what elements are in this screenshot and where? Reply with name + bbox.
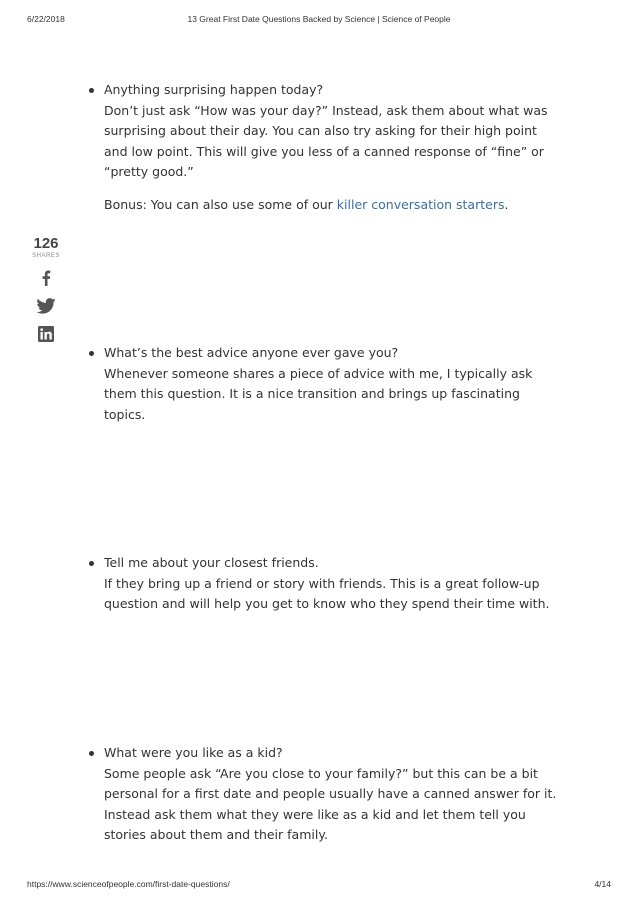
question-text: What were you like as a kid? bbox=[104, 745, 283, 760]
answer-line: Don’t just ask “How was your day?” Instead, ask them about what was bbox=[104, 102, 548, 118]
answer-line: topics. bbox=[104, 406, 146, 422]
answer-line: them this question. It is a nice transition and brings up fascinating bbox=[104, 386, 520, 401]
conversation-starters-link[interactable]: killer conversation starters bbox=[336, 196, 505, 212]
answer-line: Some people ask “Are you close to your family?” but this can be a bit bbox=[104, 765, 538, 781]
bonus-suffix: . bbox=[504, 196, 509, 212]
print-date: 6/22/2018 bbox=[27, 14, 65, 24]
share-count: 126 bbox=[33, 235, 59, 252]
bonus-text bbox=[104, 195, 574, 216]
twitter-icon[interactable] bbox=[36, 298, 56, 314]
list-item bbox=[104, 553, 574, 615]
answer-line: “pretty good.” bbox=[104, 164, 194, 179]
bullet-icon bbox=[89, 351, 94, 356]
answer-line: Instead ask them what they were like as a kid and let them tell you bbox=[104, 806, 526, 822]
list-item bbox=[104, 80, 574, 215]
answer-line: If they bring up a friend or story with friends. This is a great follow-up bbox=[104, 575, 540, 591]
print-footer bbox=[0, 879, 638, 891]
linkedin-icon[interactable] bbox=[38, 326, 54, 342]
list-item bbox=[104, 743, 574, 846]
page-url: https://www.scienceofpeople.com/first-date-questions/ bbox=[27, 879, 230, 889]
answer-line: personal for a first date and people usually have a canned answer for it. bbox=[104, 786, 557, 801]
question-text: What’s the best advice anyone ever gave you? bbox=[104, 345, 399, 360]
list-item bbox=[104, 343, 574, 425]
print-header bbox=[0, 14, 638, 26]
answer-line: question and will help you get to know who they spend their time with. bbox=[104, 596, 550, 611]
bonus-prefix: Bonus: You can also use some of our bbox=[104, 196, 337, 212]
bullet-icon bbox=[89, 561, 94, 566]
answer-line: Whenever someone shares a piece of advice with me, I typically ask bbox=[104, 365, 533, 381]
bullet-icon bbox=[89, 751, 94, 756]
share-bar bbox=[28, 236, 64, 342]
facebook-icon[interactable] bbox=[41, 270, 51, 286]
answer-line: and low point. This will give you less of a canned response of “fine” or bbox=[104, 143, 544, 159]
question-text: Anything surprising happen today? bbox=[104, 82, 324, 97]
answer-line: surprising about their day. You can also try asking for their high point bbox=[104, 123, 537, 138]
answer-line: stories about them and their family. bbox=[104, 827, 328, 842]
question-text: Tell me about your closest friends. bbox=[104, 555, 319, 570]
page-number: 4/14 bbox=[594, 879, 611, 889]
bullet-icon bbox=[89, 88, 94, 93]
print-title: 13 Great First Date Questions Backed by Science | Science of People bbox=[187, 14, 451, 24]
share-label: SHARES bbox=[32, 253, 60, 259]
